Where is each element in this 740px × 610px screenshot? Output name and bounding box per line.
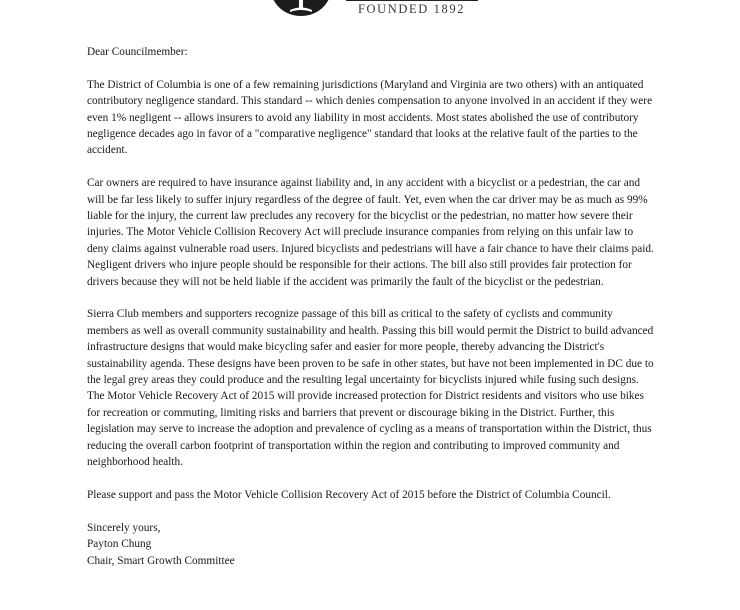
- signer-name: Payton Chung: [87, 538, 152, 551]
- signer-title: Chair, Smart Growth Committee: [87, 554, 235, 567]
- closing: [87, 520, 655, 569]
- sierra-club-logo-icon: [268, 0, 334, 16]
- paragraph-request: Please support and pass the Motor Vehicle Collision Recovery Act of 2015 before the District of Columbia Council.: [87, 488, 611, 501]
- paragraph-contributory-negligence: The District of Columbia is one of a few remaining jurisdictions (Maryland and Virginia are two others) with an antiquated contributory negligence standard. This standard -- which denies compensation to anyone involved in an accident if they were even 1% negligent -- allows insurers to avoid any liability in most accidents. Most states abolished the use of contributory negligence decades ago in favor of a "comparative negligence" standard that looks at the relative fault of the parties to the accident.: [87, 78, 653, 157]
- valediction: Sincerely yours,: [87, 521, 161, 534]
- letterhead: [0, 0, 740, 20]
- salutation: Dear Councilmember:: [87, 46, 188, 58]
- paragraph-sierra-club: Sierra Club members and supporters recognize passage of this bill as critical to the safety of cyclists and community members as well as overall community sustainability and health. Passing this bill would permit the District to build advanced infrastructure designs that would make bicycling safer and easier for more people, thereby advancing the District's sustainability agenda. These designs have been proven to be safe in other states, but have not been implemented in DC due to the legal grey areas they could produce and the resulting legal uncertainty for bicyclists injured while fusing such designs. The Motor Vehicle Recovery Act of 2015 will provide increased protection for District residents and visitors who use bikes for recreation or commuting, limiting risks and barriers that prevent or discourage biking in the District. Further, this legislation may serve to increase the adoption and prevalence of cycling as a means of transportation within the District, thus reducing the overall carbon footprint of transportation within the region and contributing to improved community and neighborhood health.: [87, 308, 654, 469]
- letter-body: [87, 44, 655, 569]
- paragraph-insurance: Car owners are required to have insurance against liability and, in any accident with a bicyclist or a pedestrian, the car and will be far less likely to suffer injury regardless of the degree of fault. Yet, even when the car driver may be as much as 99% liable for the injury, the current law precludes any recovery for the bicyclist or the pedestrian, no matter how severe their injuries. The Motor Vehicle Collision Recovery Act will preclude insurance companies from relying on this unfair law to deny claims against vulnerable road users. Injured bicyclists and pedestrians will have a fair chance to have their claims paid. Negligent drivers who injure people should be responsible for their actions. The bill also still provides fair protection for drivers because they will not be held liable if the accident was primarily the fault of the bicyclist or the pedestrian.: [87, 177, 654, 288]
- letterhead-rule: [346, 0, 478, 1]
- founded-text: FOUNDED 1892: [358, 2, 466, 16]
